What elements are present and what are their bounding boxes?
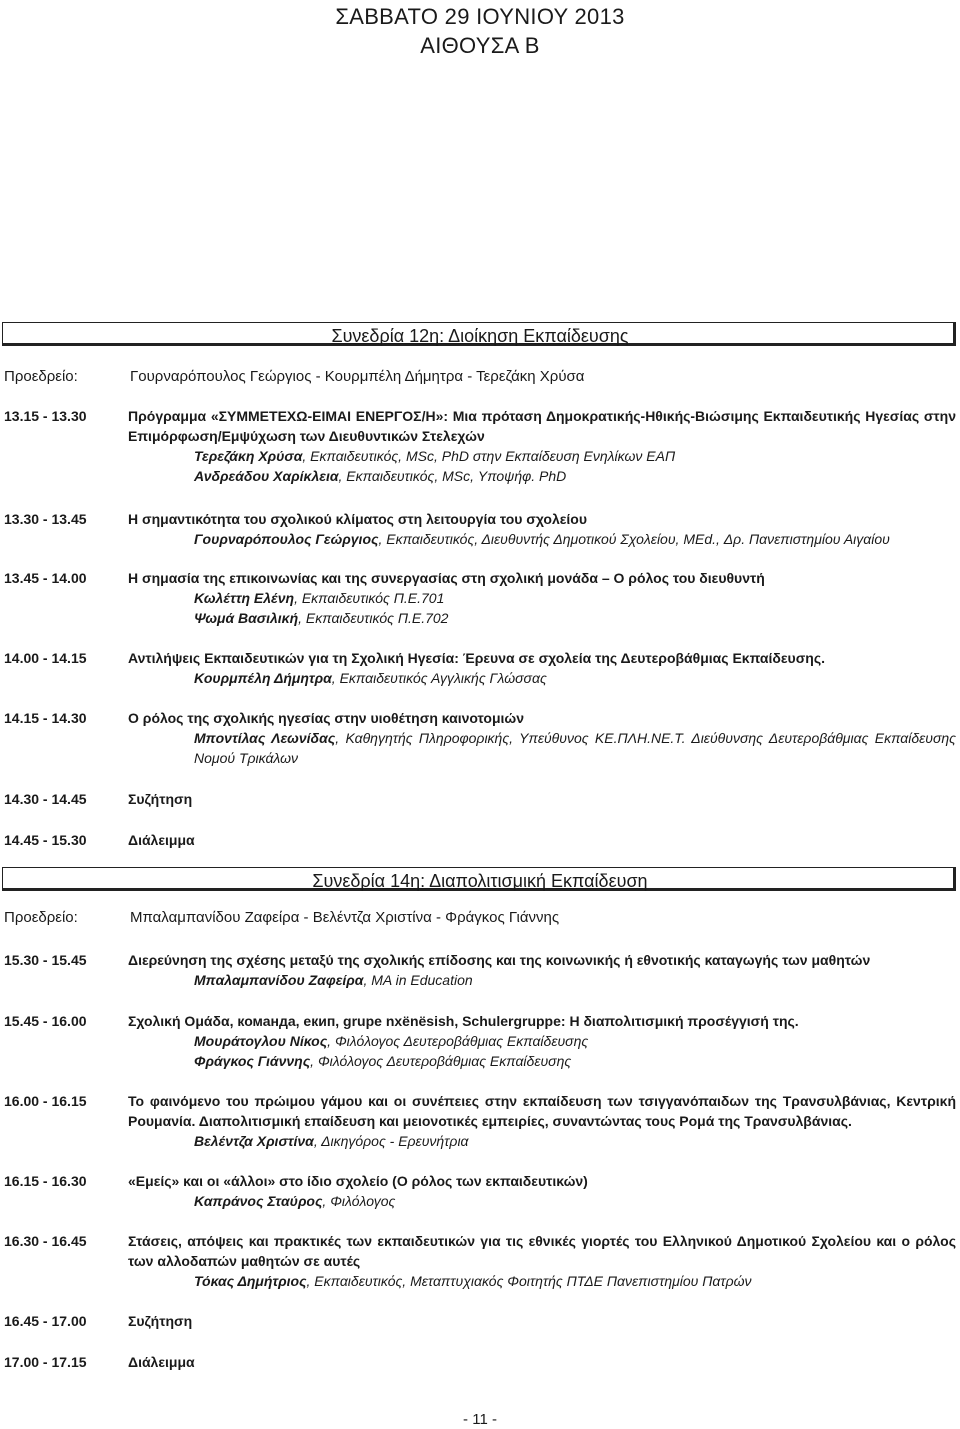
author-name: Φράγκος Γιάννης [194,1053,311,1069]
author-affiliation: , Εκπαιδευτικός Π.Ε.702 [298,610,449,626]
slot-time: 16.00 - 16.15 [4,1093,87,1109]
slot-time: 16.15 - 16.30 [4,1173,87,1189]
author-affiliation: , Εκπαιδευτικός Αγγλικής Γλώσσας [331,670,547,686]
slot-time: 13.45 - 14.00 [4,570,87,586]
author-name: Ψωμά Βασιλική [194,610,299,626]
paper-title: «Εμείς» και οι «άλλοι» στο ίδιο σχολείο (Ο ρόλος των εκπαιδευτικών) [128,1173,588,1189]
session-14-title: Συνεδρία 14η: Διαπολιτισμική Εκπαίδευση [312,871,648,891]
author-name: Καπράνος Σταύρος [194,1193,323,1209]
author-name: Γουρναρόπουλος Γεώργιος [194,531,379,547]
author-affiliation: , Δικηγόρος - Ερευνήτρια [313,1133,469,1149]
author-name: Τερεζάκη Χρύσα [194,448,303,464]
slot-time: 15.45 - 16.00 [4,1013,87,1029]
author-line [128,970,956,990]
paper-title: Η σημαντικότητα του σχολικού κλίματος στη λειτουργία του σχολείου [128,511,587,527]
author-line [128,466,956,486]
author-line [128,608,956,628]
author-line [128,446,956,466]
slot-time: 15.30 - 15.45 [4,952,87,968]
slot-time: 16.30 - 16.45 [4,1233,87,1249]
discussion-label: Συζήτηση [128,1313,193,1329]
slot-time: 17.00 - 17.15 [4,1354,87,1370]
author-line [128,1191,956,1211]
paper-title: Σχολική Ομάδα, команда, екип, grupe nxënësish, Schulergruppe: Η διαπολιτισμική προσέγγισή της. [128,1013,799,1029]
author-line [128,1271,956,1291]
author-affiliation: , Φιλόλογος [322,1193,396,1209]
author-name: Μουράτογλου Νίκος [194,1033,328,1049]
break-label: Διάλειμμα [128,832,195,848]
author-name: Ανδρεάδου Χαρίκλεια [194,468,339,484]
author-affiliation: , Καθηγητής Πληροφορικής, Υπεύθυνος ΚΕ.ΠΛΗ.ΝΕ.Τ. Διεύθυνσης Δευτεροβάθμιας Εκπαίδευσης Νομού Τρικάλων [194,730,956,766]
author-affiliation: , Φιλόλογος Δευτεροβάθμιας Εκπαίδευσης [327,1033,589,1049]
author-name: Τόκας Δημήτριος [194,1273,307,1289]
author-affiliation: , Εκπαιδευτικός Π.Ε.701 [294,590,445,606]
slot-time: 13.30 - 13.45 [4,511,87,527]
paper-title: Στάσεις, απόψεις και πρακτικές των εκπαιδευτικών για τις εθνικές γιορτές του Ελληνικού Δημοτικού Σχολείου και ο ρόλος των αλλοδαπών μαθητών σε αυτές [128,1233,956,1269]
slot-time: 16.45 - 17.00 [4,1313,87,1329]
chair-names: Γουρναρόπουλος Γεώργιος - Κουρμπέλη Δήμητρα - Τερεζάκη Χρύσα [130,368,585,385]
paper-title: Πρόγραμμα «ΣΥΜΜΕΤΕΧΩ-ΕΙΜΑΙ ΕΝΕΡΓΟΣ/Η»: Μια πρόταση Δημοκρατικής-Ηθικής-Βιώσιμης Εκπαιδευτικής Ηγεσίας στην Επιμόρφωση/Εμψύχωση των Διευθυντικών Στελεχών [128,408,956,444]
author-line [128,529,956,549]
author-affiliation: , MA in Education [363,972,473,988]
slot-time: 14.45 - 15.30 [4,832,87,848]
author-line [128,1031,956,1051]
author-affiliation: , Φιλόλογος Δευτεροβάθμιας Εκπαίδευσης [310,1053,572,1069]
author-name: Κουρμπέλη Δήμητρα [194,670,332,686]
slot-time: 14.00 - 14.15 [4,650,87,666]
slot-time: 14.15 - 14.30 [4,710,87,726]
author-affiliation: , Εκπαιδευτικός, Διευθυντής Δημοτικού Σχολείου, MEd., Δρ. Πανεπιστημίου Αιγαίου [378,531,890,547]
author-affiliation: , Εκπαιδευτικός, Μεταπτυχιακός Φοιτητής ΠΤΔΕ Πανεπιστημίου Πατρών [306,1273,752,1289]
discussion-label: Συζήτηση [128,791,193,807]
chair-names: Μπαλαμπανίδου Ζαφείρα - Βελέντζα Χριστίνα - Φράγκος Γιάννης [130,909,560,926]
author-name: Μπαλαμπανίδου Ζαφείρα [194,972,364,988]
author-name: Βελέντζα Χριστίνα [194,1133,314,1149]
page-number: - 11 - [463,1411,497,1428]
author-line [128,1051,956,1071]
paper-title: Η σημασία της επικοινωνίας και της συνεργασίας στη σχολική μονάδα – Ο ρόλος του διευθυντή [128,570,765,586]
chair-label: Προεδρείο: [4,909,78,926]
chair-label: Προεδρείο: [4,368,78,385]
slot-time: 14.30 - 14.45 [4,791,87,807]
paper-title: Το φαινόμενο του πρώιμου γάμου και οι συνέπειες στην εκπαίδευση των τσιγγανόπαιδων της Τρανσυλβάνιας, Κεντρική Ρουμανία. Διαπολιτισμική επαίδευση και μειονοτικές εμπειρίες, συναντώντας τους Ρομά της Τρανσυλβάνιας. [128,1093,956,1129]
author-line [128,728,956,768]
paper-title: Αντιλήψεις Εκπαιδευτικών για τη Σχολική Ηγεσία: Έρευνα σε σχολεία της Δευτεροβάθμιας Εκπαίδευσης. [128,650,825,666]
paper-title: Ο ρόλος της σχολικής ηγεσίας στην υιοθέτηση καινοτομιών [128,710,525,726]
author-line [128,588,956,608]
author-line [128,1131,956,1151]
paper-title: Διερεύνηση της σχέσης μεταξύ της σχολικής επίδοσης και της κοινωνικής ή εθνοτικής καταγωγής των μαθητών [128,952,871,968]
author-affiliation: , Εκπαιδευτικός, MSc, PhD στην Εκπαίδευση Ενηλίκων ΕΑΠ [302,448,676,464]
session-12-title: Συνεδρία 12η: Διοίκηση Εκπαίδευσης [331,326,629,346]
day-heading: ΣΑΒΒΑΤΟ 29 ΙΟΥΝΙΟΥ 2013 [335,4,625,29]
break-label: Διάλειμμα [128,1354,195,1370]
page-header [0,0,960,60]
author-name: Μποντίλας Λεωνίδας [194,730,336,746]
author-affiliation: , Εκπαιδευτικός, MSc, Υποψήφ. PhD [338,468,567,484]
author-line [128,668,956,688]
slot-time: 13.15 - 13.30 [4,408,87,424]
room-heading: ΑΙΘΟΥΣΑ Β [420,33,540,58]
author-name: Κωλέττη Ελένη [194,590,295,606]
